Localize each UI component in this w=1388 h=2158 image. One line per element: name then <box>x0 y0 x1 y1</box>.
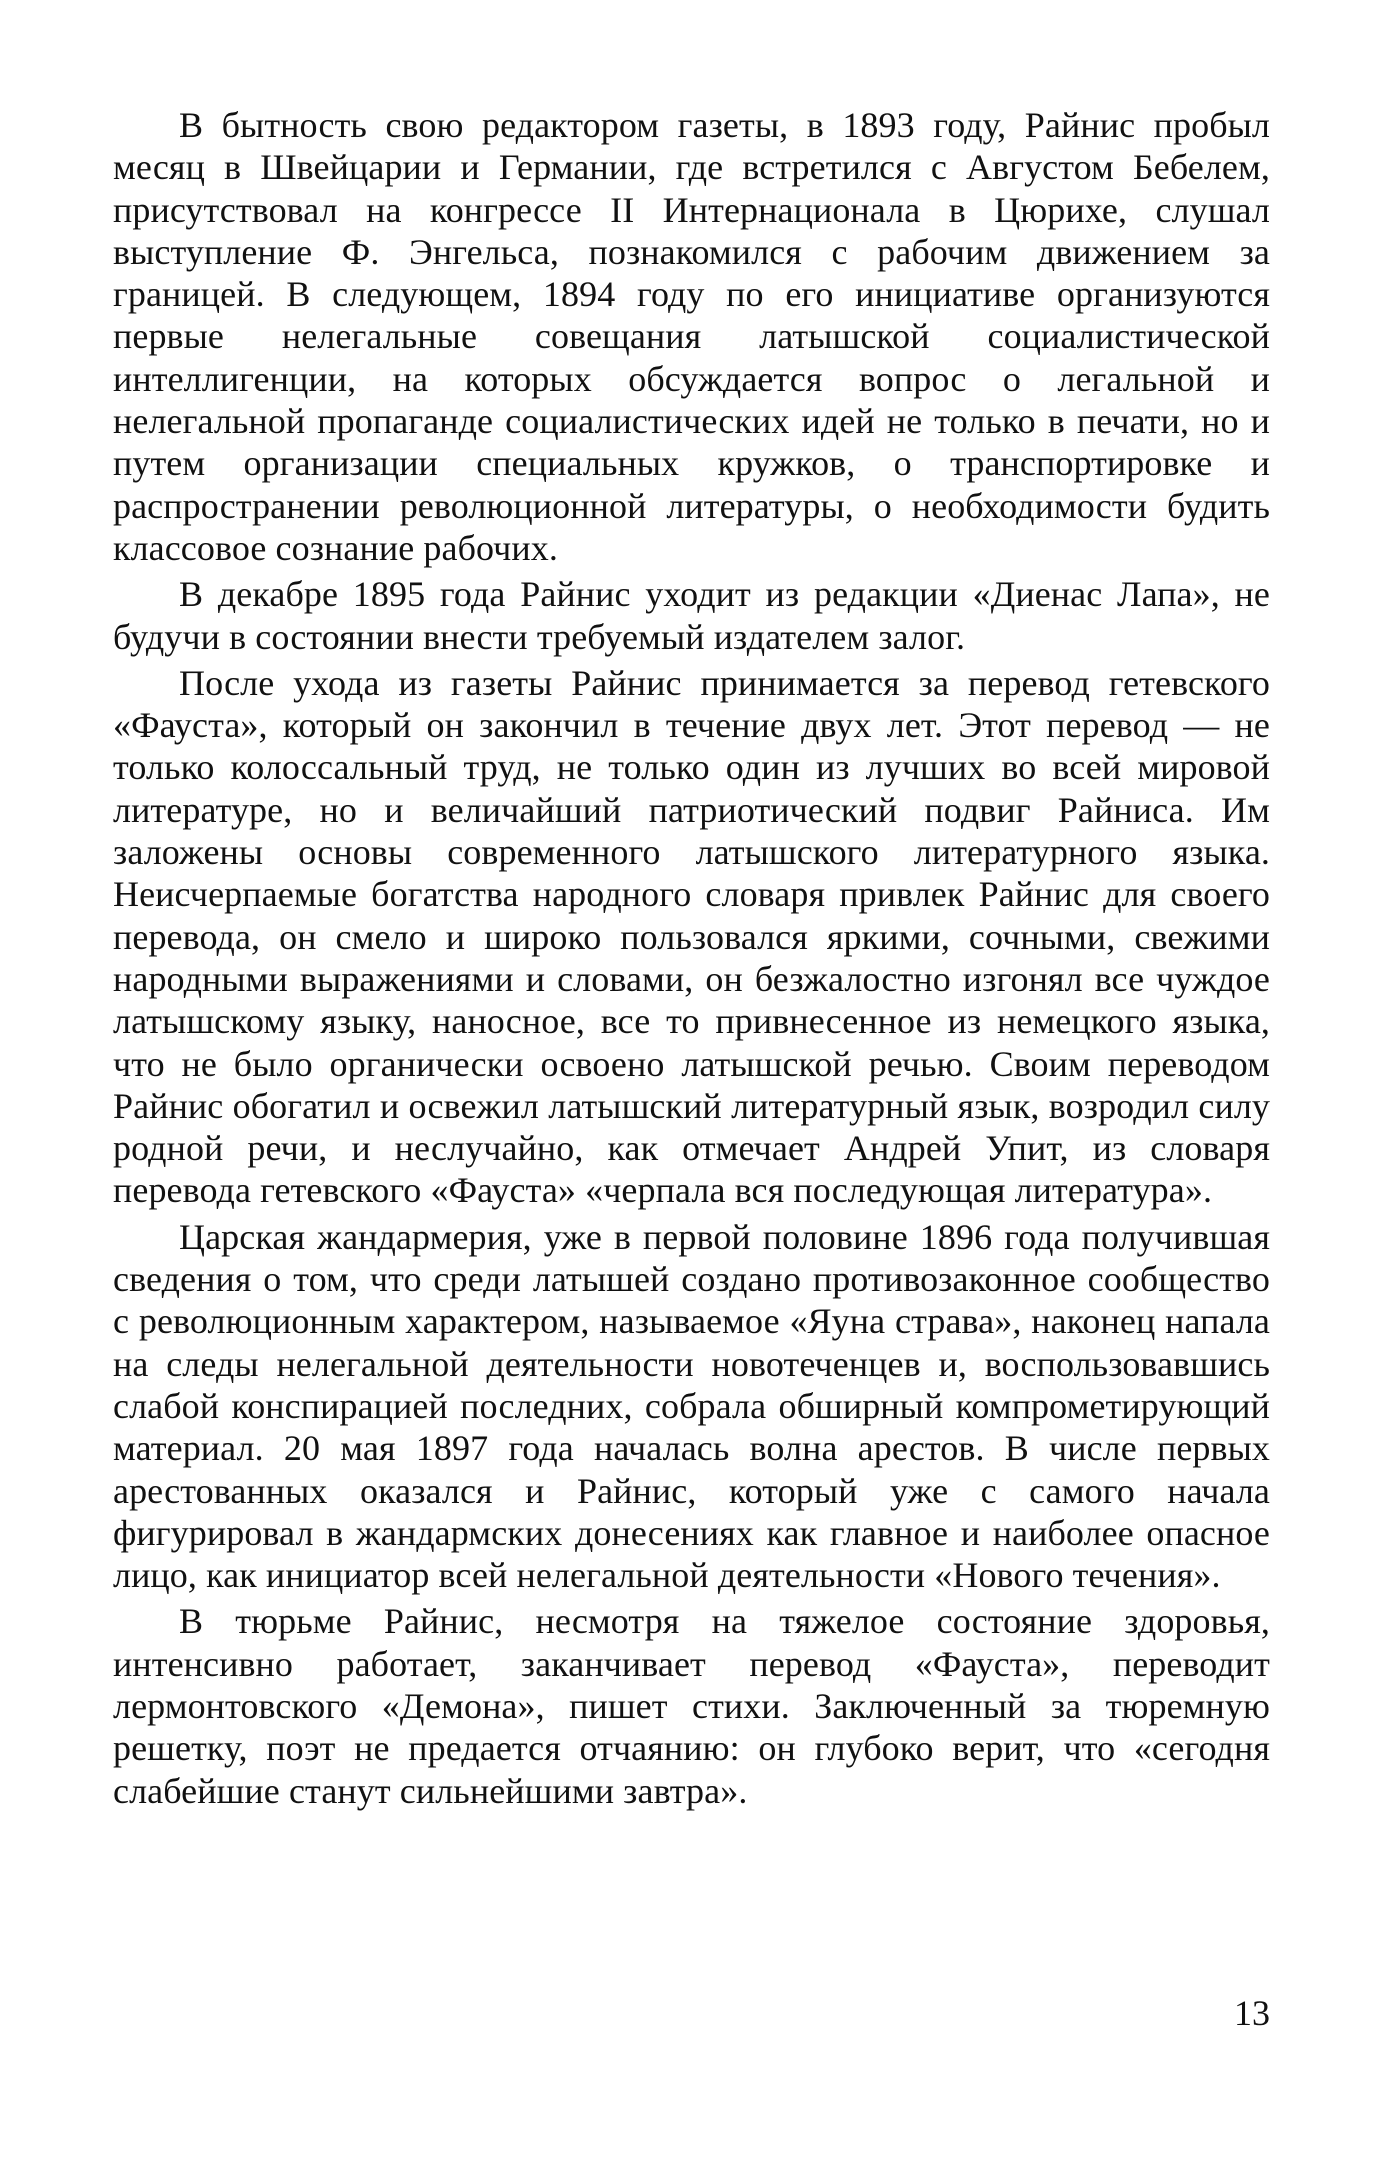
page-text <box>113 104 1270 1812</box>
paragraph-2: В декабре 1895 года Райнис уходит из редакции «Диенас Лапа», не будучи в состоянии внести требуемый издателем залог. <box>113 574 1270 657</box>
paragraph-1: В бытность свою редактором газеты, в 1893 году, Райнис пробыл месяц в Швейцарии и Германии, где встретился с Августом Бебелем, присутствовал на конгрессе II Интернационала в Цюрихе, слушал выступление Ф. Энгельса, познакомился с рабочим движением за границей. В следующем, 1894 году по его инициативе организуются первые нелегальные совещания латышской социалистической интеллигенции, на которых обсуждается вопрос о легальной и нелегальной пропаганде социалистических идей не только в печати, но и путем организации специальных кружков, о транспортировке и распространении революционной литературы, о необходимости будить классовое сознание рабочих. <box>113 105 1270 568</box>
page-number: 13 <box>1234 1993 1270 2033</box>
paragraph-4: Царская жандармерия, уже в первой половине 1896 года получившая сведения о том, что среди латышей создано противозаконное сообщество с революционным характером, называемое «Яуна страва», наконец напала на следы нелегальной деятельности новотеченцев и, воспользовавшись слабой конспирацией последних, собрала обширный компрометирующий материал. 20 мая 1897 года началась волна арестов. В числе первых арестованных оказался и Райнис, который уже с самого начала фигурировал в жандармских донесениях как главное и наиболее опасное лицо, как инициатор всей нелегальной деятельности «Нового течения». <box>113 1216 1270 1596</box>
paragraph-3: После ухода из газеты Райнис принимается за перевод гетевского «Фауста», который он закончил в течение двух лет. Этот перевод — не только колоссальный труд, не только один из лучших во всей мировой литературе, но и величайший патриотический подвиг Райниса. Им заложены основы современного латышского литературного языка. Неисчерпаемые богатства народного словаря привлек Райнис для своего перевода, он смело и широко пользовался яркими, сочными, свежими народными выражениями и словами, он безжалостно изгонял все чуждое латышскому языку, наносное, все то привнесенное из немецкого языка, что не было органически освоено латышской речью. Своим переводом Райнис обогатил и освежил латышский литературный язык, возродил силу родной речи, и неслучайно, как отмечает Андрей Упит, из словаря перевода гетевского «Фауста» «черпала вся последующая литература». <box>113 662 1270 1211</box>
paragraph-5: В тюрьме Райнис, несмотря на тяжелое состояние здоровья, интенсивно работает, заканчивает перевод «Фауста», переводит лермонтовского «Демона», пишет стихи. Заключенный за тюремную решетку, поэт не предается отчаянию: он глубоко верит, что «сегодня слабейшие станут сильнейшими завтра». <box>113 1601 1270 1811</box>
